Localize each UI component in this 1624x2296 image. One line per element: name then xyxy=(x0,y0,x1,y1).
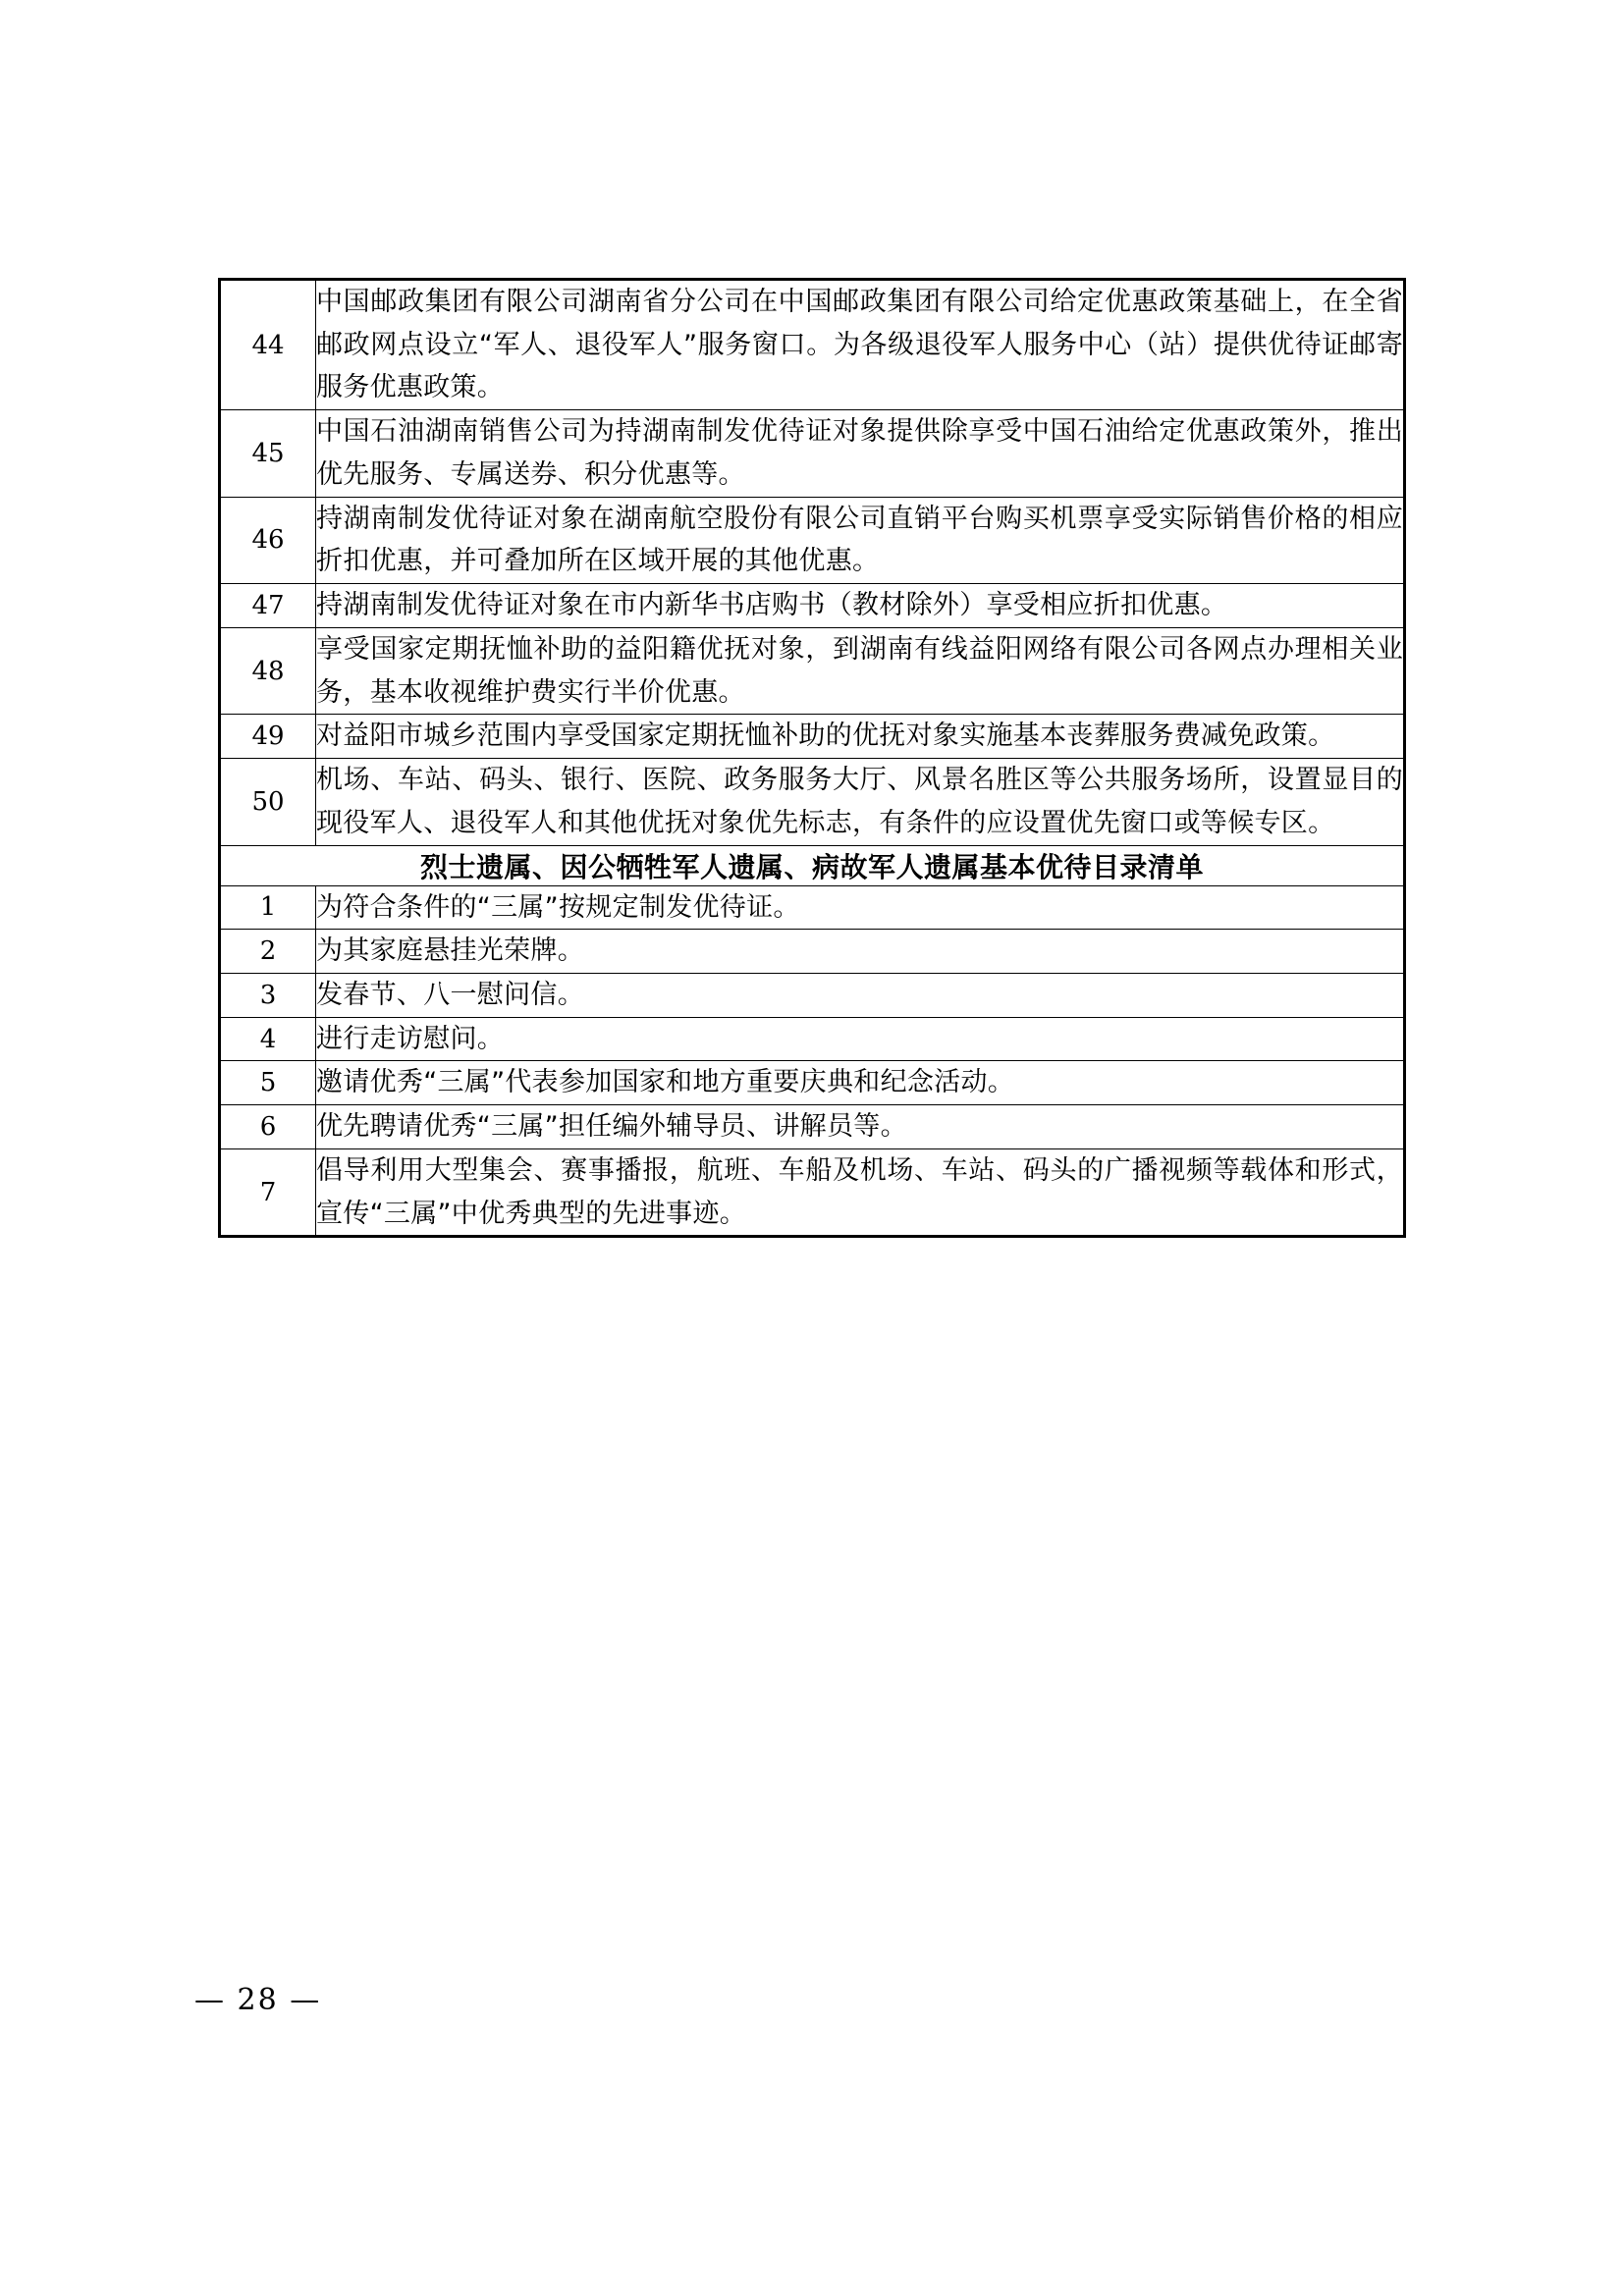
table-row xyxy=(220,1017,1405,1061)
table-row xyxy=(220,1061,1405,1105)
row-text: 进行走访慰问。 xyxy=(316,1017,1405,1061)
row-text: 优先聘请优秀“三属”担任编外辅导员、讲解员等。 xyxy=(316,1105,1405,1149)
row-text: 中国邮政集团有限公司湖南省分公司在中国邮政集团有限公司给定优惠政策基础上，在全省邮政网点设立“军人、退役军人”服务窗口。为各级退役军人服务中心（站）提供优待证邮寄服务优惠政策。 xyxy=(316,280,1405,410)
row-text: 中国石油湖南销售公司为持湖南制发优待证对象提供除享受中国石油给定优惠政策外，推出优先服务、专属送券、积分优惠等。 xyxy=(316,410,1405,497)
table-row xyxy=(220,410,1405,497)
table-row xyxy=(220,974,1405,1018)
row-number: 1 xyxy=(220,885,316,930)
table-row xyxy=(220,280,1405,410)
table-body xyxy=(220,280,1405,1237)
row-number: 2 xyxy=(220,930,316,974)
row-number: 44 xyxy=(220,280,316,410)
row-text: 邀请优秀“三属”代表参加国家和地方重要庆典和纪念活动。 xyxy=(316,1061,1405,1105)
row-number: 6 xyxy=(220,1105,316,1149)
row-number: 46 xyxy=(220,497,316,583)
table-row xyxy=(220,1105,1405,1149)
row-text: 持湖南制发优待证对象在湖南航空股份有限公司直销平台购买机票享受实际销售价格的相应折扣优惠，并可叠加所在区域开展的其他优惠。 xyxy=(316,497,1405,583)
benefits-table-container xyxy=(218,278,1406,1238)
row-text: 机场、车站、码头、银行、医院、政务服务大厅、风景名胜区等公共服务场所，设置显目的现役军人、退役军人和其他优抚对象优先标志，有条件的应设置优先窗口或等候专区。 xyxy=(316,759,1405,845)
row-number: 48 xyxy=(220,627,316,714)
row-number: 50 xyxy=(220,759,316,845)
section-title: 烈士遗属、因公牺牲军人遗属、病故军人遗属基本优待目录清单 xyxy=(220,845,1405,885)
row-number: 7 xyxy=(220,1148,316,1236)
table-row xyxy=(220,1148,1405,1236)
row-number: 45 xyxy=(220,410,316,497)
row-text: 为符合条件的“三属”按规定制发优待证。 xyxy=(316,885,1405,930)
row-number: 5 xyxy=(220,1061,316,1105)
table-row xyxy=(220,885,1405,930)
table-row xyxy=(220,627,1405,714)
table-row xyxy=(220,584,1405,628)
row-text: 倡导利用大型集会、赛事播报，航班、车船及机场、车站、码头的广播视频等载体和形式，宣传“三属”中优秀典型的先进事迹。 xyxy=(316,1148,1405,1236)
row-number: 47 xyxy=(220,584,316,628)
row-text: 持湖南制发优待证对象在市内新华书店购书（教材除外）享受相应折扣优惠。 xyxy=(316,584,1405,628)
page-number: — 28 — xyxy=(194,1983,322,2017)
row-text: 发春节、八一慰问信。 xyxy=(316,974,1405,1018)
table-row xyxy=(220,497,1405,583)
benefits-table xyxy=(218,278,1406,1238)
row-text: 对益阳市城乡范围内享受国家定期抚恤补助的优抚对象实施基本丧葬服务费减免政策。 xyxy=(316,715,1405,759)
table-row xyxy=(220,715,1405,759)
section-header-row xyxy=(220,845,1405,885)
table-row xyxy=(220,930,1405,974)
row-number: 3 xyxy=(220,974,316,1018)
table-row xyxy=(220,759,1405,845)
row-number: 49 xyxy=(220,715,316,759)
row-number: 4 xyxy=(220,1017,316,1061)
row-text: 为其家庭悬挂光荣牌。 xyxy=(316,930,1405,974)
row-text: 享受国家定期抚恤补助的益阳籍优抚对象，到湖南有线益阳网络有限公司各网点办理相关业务，基本收视维护费实行半价优惠。 xyxy=(316,627,1405,714)
